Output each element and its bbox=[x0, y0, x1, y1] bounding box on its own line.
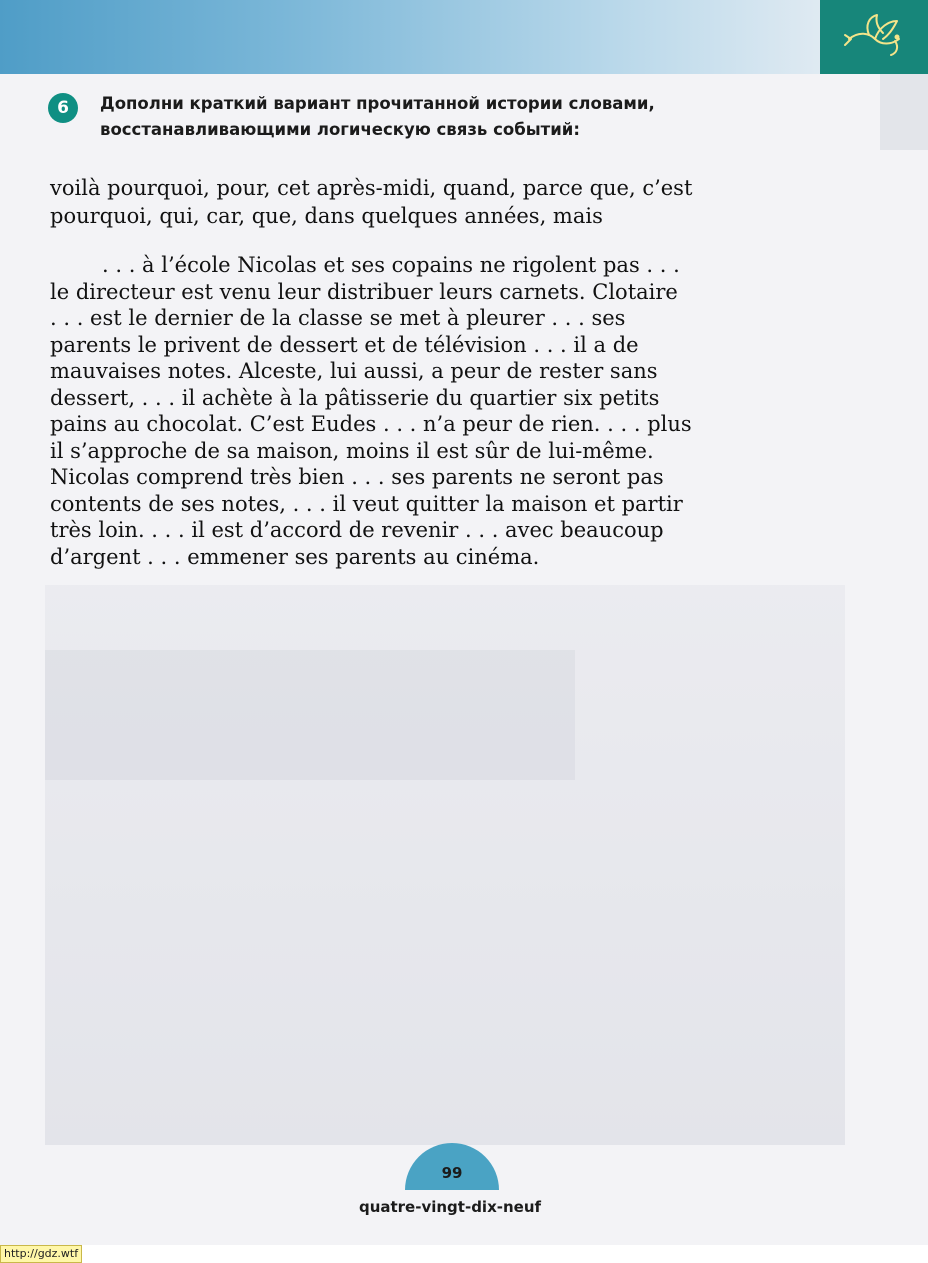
story-text bbox=[50, 252, 850, 570]
instruction-line: Дополни краткий вариант прочитанной истории словами, bbox=[100, 94, 655, 113]
exercise-instruction bbox=[100, 91, 800, 143]
story-line: d’argent . . . emmener ses parents au cinéma. bbox=[50, 544, 540, 569]
bleed-through-box bbox=[45, 650, 575, 780]
word-bank bbox=[50, 174, 850, 230]
page-number-tab bbox=[405, 1143, 499, 1190]
exercise-number-badge: 6 bbox=[48, 93, 78, 123]
page-number-words: quatre-vingt-dix-neuf bbox=[358, 1198, 542, 1216]
story-line: . . . est le dernier de la classe se met à pleurer . . . ses bbox=[50, 306, 626, 330]
header-band bbox=[0, 0, 820, 74]
story-line: mauvaises notes. Alceste, lui aussi, a peur de rester sans bbox=[50, 359, 658, 383]
story-line: . . . à l’école Nicolas et ses copains ne rigolent pas . . . bbox=[102, 253, 680, 277]
story-line: très loin. . . . il est d’accord de revenir . . . avec beaucoup bbox=[50, 518, 664, 542]
story-line: pains au chocolat. C’est Eudes . . . n’a peur de rien. . . . plus bbox=[50, 412, 692, 436]
word-bank-line: pourquoi, qui, car, que, dans quelques années, mais bbox=[50, 204, 603, 228]
story-line: Nicolas comprend très bien . . . ses parents ne seront pas bbox=[50, 465, 664, 489]
side-strip bbox=[880, 74, 928, 150]
dove-icon bbox=[839, 9, 909, 65]
page-number: 99 bbox=[441, 1164, 463, 1182]
story-line: contents de ses notes, . . . il veut quitter la maison et partir bbox=[50, 491, 683, 516]
word-bank-line: voilà pourquoi, pour, cet après-midi, quand, parce que, c’est bbox=[50, 176, 693, 200]
instruction-line: восстанавливающими логическую связь событий: bbox=[100, 120, 580, 139]
story-line: parents le privent de dessert et de télévision . . . il a de bbox=[50, 332, 639, 357]
corner-emblem bbox=[820, 0, 928, 74]
story-line: le directeur est venu leur distribuer leurs carnets. Clotaire bbox=[50, 279, 678, 304]
source-watermark-link[interactable]: http://gdz.wtf bbox=[0, 1245, 82, 1263]
story-line: dessert, . . . il achète à la pâtisserie du quartier six petits bbox=[50, 385, 660, 410]
story-line: il s’approche de sa maison, moins il est sûr de lui-même. bbox=[50, 438, 654, 463]
